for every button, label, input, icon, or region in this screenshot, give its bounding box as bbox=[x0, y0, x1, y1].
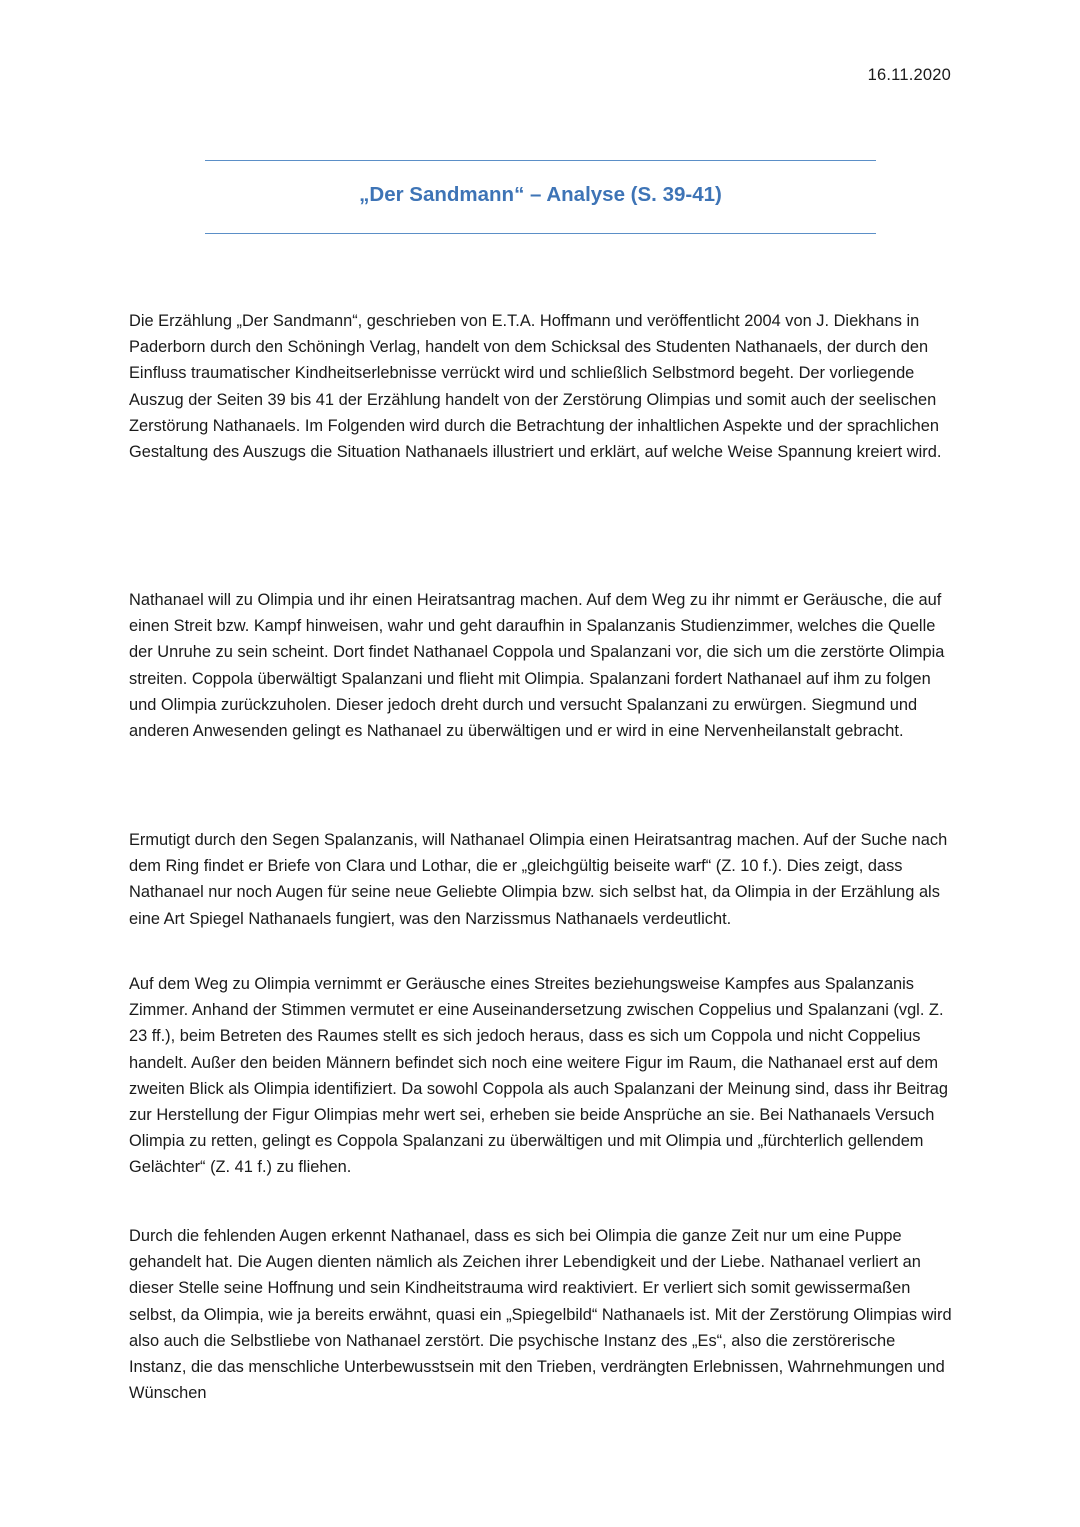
analysis-paragraph: Durch die fehlenden Augen erkennt Nathanael, dass es sich bei Olimpia die ganze Zeit nur um eine Puppe gehandelt hat. Die Augen dienten nämlich als Zeichen ihrer Lebendigkeit und der Liebe. Nathanael verliert an dieser Stelle seine Hoffnung und sein Kindheitstrauma wird reaktiviert. Er verliert sich somit gewissermaßen selbst, da Olimpia, wie ja bereits erwähnt, quasi ein „Spiegelbild“ Nathanaels ist. Mit der Zerstörung Olimpias wird also auch die Selbstliebe von Nathanael zerstört. Die psychische Instanz des „Es“, also die zerstörerische Instanz, die das menschliche Unterbewusstsein mit den Trieben, verdrängten Erlebnissen, Wahrnehmungen und Wünschen bbox=[129, 1227, 952, 1403]
introduction-paragraph: Die Erzählung „Der Sandmann“, geschrieben von E.T.A. Hoffmann und veröffentlicht 2004 von J. Diekhans in Paderborn durch den Schöningh Verlag, handelt von dem Schicksal des Studenten Nathanaels, der durch den Einfluss traumatischer Kindheitserlebnisse verrückt wird und schließlich Selbstmord begeht. Der vorliegende Auszug der Seiten 39 bis 41 der Erzählung handelt von der Zerstörung Olimpias und somit auch der seelischen Zerstörung Nathanaels. Im Folgenden wird durch die Betrachtung der inhaltlichen Aspekte und der sprachlichen Gestaltung des Auszugs die Situation Nathanaels illustriert und erklärt, auf welche Weise Spannung kreiert wird. bbox=[129, 312, 942, 462]
analysis-paragraph: Auf dem Weg zu Olimpia vernimmt er Geräusche eines Streites beziehungsweise Kampfes aus Spalanzanis Zimmer. Anhand der Stimmen vermutet er eine Auseinandersetzung zwischen Coppelius und Spalanzani (vgl. Z. 23 ff.), beim Betreten des Raumes stellt es sich jedoch heraus, dass es sich um Coppola und nicht Coppelius handelt. Außer den beiden Männern befindet sich noch eine weitere Figur im Raum, die Nathanael erst auf dem zweiten Blick als Olimpia identifiziert. Da sowohl Coppola als auch Spalanzani der Meinung sind, dass ihr Beitrag zur Herstellung der Figur Olimpias mehr wert sei, erheben sie beide Ansprüche an sie. Bei Nathanaels Versuch Olimpia zu retten, gelingt es Coppola Spalanzani zu überwältigen und mit Olimpia und „fürchterlich gellendem Gelächter“ (Z. 41 f.) zu fliehen. bbox=[129, 975, 949, 1177]
title-rule-top bbox=[205, 160, 876, 161]
summary-paragraph: Nathanael will zu Olimpia und ihr einen Heiratsantrag machen. Auf dem Weg zu ihr nimmt er Geräusche, die auf einen Streit bzw. Kampf hinweisen, wahr und geht daraufhin in Spalanzanis Studienzimmer, welches die Quelle der Unruhe zu sein scheint. Dort findet Nathanael Coppola und Spalanzani vor, die sich um die zerstörte Olimpia streiten. Coppola überwältigt Spalanzani und flieht mit Olimpia. Spalanzani fordert Nathanael auf ihm zu folgen und Olimpia zurückzuholen. Dieser jedoch dreht durch und versucht Spalanzani zu erwürgen. Siegmund und anderen Anwesenden gelingt es Nathanael zu überwältigen und er wird in eine Nervenheilanstalt gebracht. bbox=[129, 591, 945, 741]
title-rule-bottom bbox=[205, 233, 876, 234]
document-date: 16.11.2020 bbox=[867, 66, 951, 84]
analysis-paragraph: Ermutigt durch den Segen Spalanzanis, will Nathanael Olimpia einen Heiratsantrag machen. Auf der Suche nach dem Ring findet er Briefe von Clara und Lothar, die er „gleichgültig beiseite warf“ (Z. 10 f.). Dies zeigt, dass Nathanael nur noch Augen für seine neue Geliebte Olimpia bzw. sich selbst hat, da Olimpia in der Erzählung als eine Art Spiegel Nathanaels fungiert, was den Narzissmus Nathanaels verdeutlicht. bbox=[129, 831, 948, 928]
document-title: „Der Sandmann“ – Analyse (S. 39-41) bbox=[359, 183, 722, 206]
